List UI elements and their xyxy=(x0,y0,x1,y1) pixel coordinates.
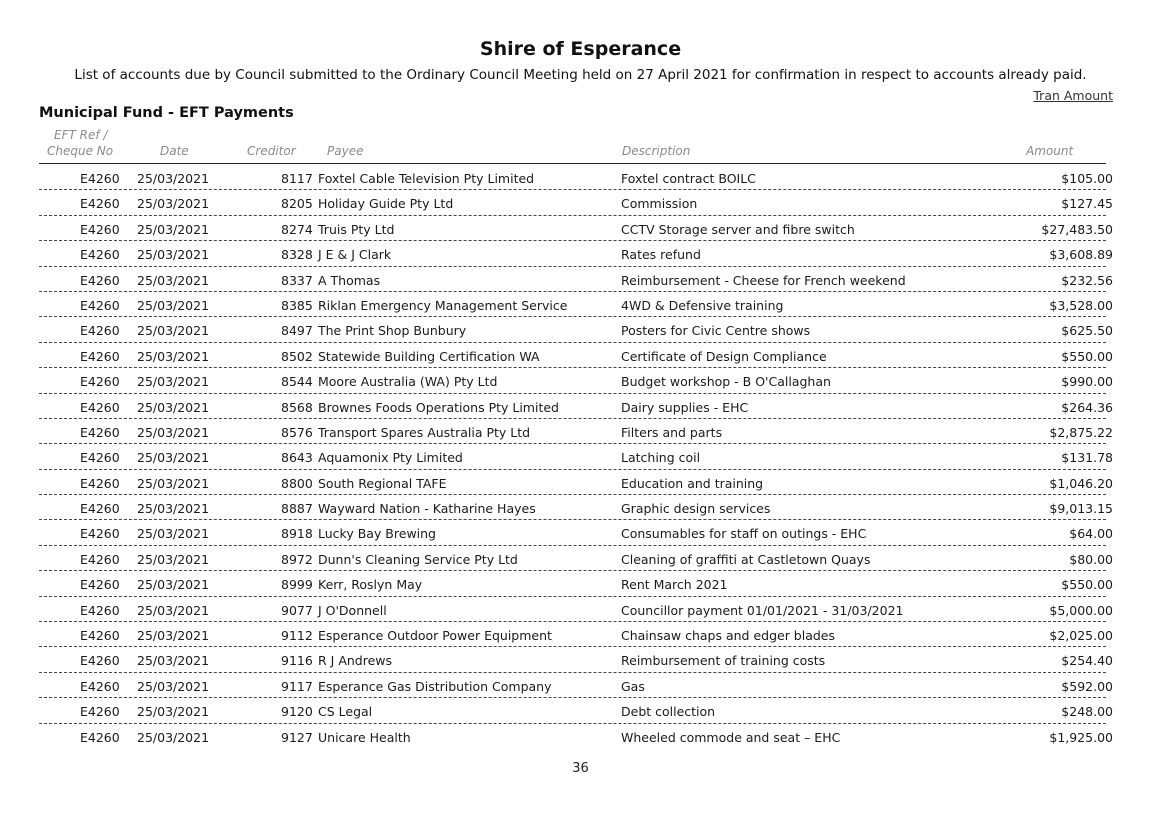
cell-ref: E4260 xyxy=(80,551,120,567)
cell-creditor: 9116 xyxy=(281,653,313,669)
cell-amount: $5,000.00 xyxy=(1049,602,1113,618)
cell-amount: $2,875.22 xyxy=(1049,424,1113,440)
cell-amount: $3,608.89 xyxy=(1049,247,1113,263)
cell-amount: $550.00 xyxy=(1061,348,1113,364)
cell-amount: $9,013.15 xyxy=(1049,501,1113,517)
cell-payee: A Thomas xyxy=(318,272,381,288)
cell-date: 25/03/2021 xyxy=(137,501,210,517)
cell-amount: $64.00 xyxy=(1069,526,1113,542)
cell-creditor: 8999 xyxy=(281,577,313,593)
cell-description: Dairy supplies - EHC xyxy=(621,399,749,415)
cell-description: Gas xyxy=(621,678,645,694)
cell-description: Reimbursement - Cheese for French weekend xyxy=(621,272,906,288)
table-row xyxy=(39,267,1113,292)
cell-ref: E4260 xyxy=(80,171,120,186)
cell-ref: E4260 xyxy=(80,704,120,720)
cell-ref: E4260 xyxy=(80,501,120,517)
cell-creditor: 8205 xyxy=(281,196,313,212)
cell-creditor: 8576 xyxy=(281,424,313,440)
cell-amount: $105.00 xyxy=(1061,171,1113,186)
cell-creditor: 8643 xyxy=(281,450,313,466)
column-header-ref-line1: EFT Ref / xyxy=(54,128,108,142)
table-row xyxy=(39,343,1113,368)
cell-creditor: 9112 xyxy=(281,628,313,644)
cell-ref: E4260 xyxy=(80,399,120,415)
cell-description: Reimbursement of training costs xyxy=(621,653,826,669)
cell-creditor: 9077 xyxy=(281,602,313,618)
cell-amount: $254.40 xyxy=(1061,653,1113,669)
cell-amount: $127.45 xyxy=(1061,196,1113,212)
cell-payee: Kerr, Roslyn May xyxy=(318,577,423,593)
cell-creditor: 8385 xyxy=(281,297,313,313)
cell-creditor: 8497 xyxy=(281,323,313,339)
cell-description: Certificate of Design Compliance xyxy=(621,348,827,364)
cell-ref: E4260 xyxy=(80,577,120,593)
cell-payee: J O'Donnell xyxy=(318,602,387,618)
cell-amount: $3,528.00 xyxy=(1049,297,1113,313)
cell-payee: Dunn's Cleaning Service Pty Ltd xyxy=(318,551,518,567)
table-row xyxy=(39,597,1113,622)
cell-description: Budget workshop - B O'Callaghan xyxy=(621,374,831,390)
cell-amount: $248.00 xyxy=(1061,704,1113,720)
cell-description: 4WD & Defensive training xyxy=(621,297,784,313)
cell-ref: E4260 xyxy=(80,272,120,288)
cell-description: Councillor payment 01/01/2021 - 31/03/2021 xyxy=(621,602,904,618)
cell-creditor: 9127 xyxy=(281,729,313,745)
cell-creditor: 8117 xyxy=(281,171,313,186)
cell-payee: Riklan Emergency Management Service xyxy=(318,297,568,313)
table-row xyxy=(39,368,1113,393)
cell-creditor: 9120 xyxy=(281,704,313,720)
cell-date: 25/03/2021 xyxy=(137,628,210,644)
cell-date: 25/03/2021 xyxy=(137,221,210,237)
cell-creditor: 8918 xyxy=(281,526,313,542)
table-row xyxy=(39,571,1113,596)
cell-date: 25/03/2021 xyxy=(137,678,210,694)
cell-payee: Lucky Bay Brewing xyxy=(318,526,436,542)
cell-date: 25/03/2021 xyxy=(137,323,210,339)
table-row xyxy=(39,647,1113,672)
cell-ref: E4260 xyxy=(80,323,120,339)
cell-creditor: 8568 xyxy=(281,399,313,415)
cell-date: 25/03/2021 xyxy=(137,374,210,390)
cell-ref: E4260 xyxy=(80,196,120,212)
cell-payee: Wayward Nation - Katharine Hayes xyxy=(318,501,536,517)
cell-description: Education and training xyxy=(621,475,764,491)
cell-description: Posters for Civic Centre shows xyxy=(621,323,811,339)
table-row xyxy=(39,165,1113,190)
cell-creditor: 8337 xyxy=(281,272,313,288)
cell-description: Cleaning of graffiti at Castletown Quays xyxy=(621,551,871,567)
cell-date: 25/03/2021 xyxy=(137,399,210,415)
cell-date: 25/03/2021 xyxy=(137,653,210,669)
cell-amount: $2,025.00 xyxy=(1049,628,1113,644)
cell-creditor: 8544 xyxy=(281,374,313,390)
table-row xyxy=(39,520,1113,545)
cell-ref: E4260 xyxy=(80,729,120,745)
cell-payee: Esperance Outdoor Power Equipment xyxy=(318,628,552,644)
cell-payee: Foxtel Cable Television Pty Limited xyxy=(318,171,535,186)
cell-amount: $27,483.50 xyxy=(1041,221,1113,237)
cell-date: 25/03/2021 xyxy=(137,196,210,212)
table-row xyxy=(39,241,1113,266)
cell-ref: E4260 xyxy=(80,526,120,542)
column-header-amount: Amount xyxy=(1026,144,1074,158)
table-row xyxy=(39,317,1113,342)
cell-payee: Aquamonix Pty Limited xyxy=(318,450,463,466)
cell-payee: J E & J Clark xyxy=(318,247,392,263)
table-row xyxy=(39,216,1113,241)
cell-date: 25/03/2021 xyxy=(137,450,210,466)
cell-description: Debt collection xyxy=(621,704,716,720)
cell-amount: $1,925.00 xyxy=(1049,729,1113,745)
page-title: Shire of Esperance xyxy=(479,38,682,60)
cell-amount: $131.78 xyxy=(1061,450,1113,466)
cell-amount: $592.00 xyxy=(1061,678,1113,694)
column-header-payee: Payee xyxy=(327,144,364,158)
cell-description: Graphic design services xyxy=(621,501,771,517)
payments-table xyxy=(0,165,1161,748)
cell-date: 25/03/2021 xyxy=(137,526,210,542)
cell-creditor: 8274 xyxy=(281,221,313,237)
cell-ref: E4260 xyxy=(80,247,120,263)
cell-payee: R J Andrews xyxy=(318,653,393,669)
cell-ref: E4260 xyxy=(80,348,120,364)
cell-ref: E4260 xyxy=(80,653,120,669)
cell-date: 25/03/2021 xyxy=(137,171,210,186)
cell-payee: Transport Spares Australia Pty Ltd xyxy=(318,424,531,440)
cell-amount: $550.00 xyxy=(1061,577,1113,593)
cell-date: 25/03/2021 xyxy=(137,297,210,313)
cell-payee: South Regional TAFE xyxy=(318,475,447,491)
cell-creditor: 9117 xyxy=(281,678,313,694)
table-row xyxy=(39,622,1113,647)
cell-description: Wheeled commode and seat – EHC xyxy=(621,729,841,745)
table-row xyxy=(39,292,1113,317)
cell-date: 25/03/2021 xyxy=(137,348,210,364)
cell-payee: Statewide Building Certification WA xyxy=(318,348,540,364)
cell-payee: Brownes Foods Operations Pty Limited xyxy=(318,399,559,415)
cell-date: 25/03/2021 xyxy=(137,475,210,491)
column-header-date: Date xyxy=(160,144,189,158)
cell-creditor: 8800 xyxy=(281,475,313,491)
cell-ref: E4260 xyxy=(80,374,120,390)
table-row xyxy=(39,673,1113,698)
cell-description: Latching coil xyxy=(621,450,701,466)
section-title: Municipal Fund - EFT Payments xyxy=(39,105,294,121)
cell-creditor: 8887 xyxy=(281,501,313,517)
cell-description: Filters and parts xyxy=(621,424,723,440)
column-header-ref-line2: Cheque No xyxy=(47,144,114,158)
cell-date: 25/03/2021 xyxy=(137,704,210,720)
table-row xyxy=(39,495,1113,520)
cell-payee: Unicare Health xyxy=(318,729,411,745)
cell-description: Commission xyxy=(621,196,698,212)
cell-description: Rates refund xyxy=(621,247,701,263)
cell-ref: E4260 xyxy=(80,297,120,313)
cell-payee: Truis Pty Ltd xyxy=(318,221,395,237)
tran-amount-label: Tran Amount xyxy=(1033,88,1113,103)
cell-description: CCTV Storage server and fibre switch xyxy=(621,221,855,237)
header-rule xyxy=(39,163,1106,164)
cell-date: 25/03/2021 xyxy=(137,577,210,593)
cell-date: 25/03/2021 xyxy=(137,729,210,745)
cell-amount: $264.36 xyxy=(1061,399,1113,415)
column-header-creditor: Creditor xyxy=(247,144,296,158)
cell-amount: $80.00 xyxy=(1069,551,1113,567)
cell-amount: $232.56 xyxy=(1061,272,1113,288)
table-row xyxy=(39,190,1113,215)
cell-ref: E4260 xyxy=(80,678,120,694)
table-row xyxy=(39,724,1113,748)
cell-ref: E4260 xyxy=(80,602,120,618)
cell-creditor: 8502 xyxy=(281,348,313,364)
cell-date: 25/03/2021 xyxy=(137,272,210,288)
cell-ref: E4260 xyxy=(80,628,120,644)
cell-description: Chainsaw chaps and edger blades xyxy=(621,628,836,644)
cell-date: 25/03/2021 xyxy=(137,247,210,263)
table-row xyxy=(39,470,1113,495)
cell-payee: Holiday Guide Pty Ltd xyxy=(318,196,454,212)
cell-ref: E4260 xyxy=(80,221,120,237)
page-number: 36 xyxy=(572,761,589,776)
cell-ref: E4260 xyxy=(80,450,120,466)
table-row xyxy=(39,546,1113,571)
cell-amount: $990.00 xyxy=(1061,374,1113,390)
table-row xyxy=(39,444,1113,469)
cell-description: Consumables for staff on outings - EHC xyxy=(621,526,867,542)
cell-date: 25/03/2021 xyxy=(137,424,210,440)
cell-creditor: 8972 xyxy=(281,551,313,567)
cell-amount: $625.50 xyxy=(1061,323,1113,339)
cell-date: 25/03/2021 xyxy=(137,602,210,618)
table-row xyxy=(39,419,1113,444)
cell-payee: The Print Shop Bunbury xyxy=(318,323,467,339)
page-subtitle: List of accounts due by Council submitted to the Ordinary Council Meeting held on 27 April 2021 for confirmation in respect to accounts already paid. xyxy=(74,67,1087,83)
cell-payee: Esperance Gas Distribution Company xyxy=(318,678,552,694)
column-header-description: Description xyxy=(622,144,691,158)
table-row xyxy=(39,698,1113,723)
cell-amount: $1,046.20 xyxy=(1049,475,1113,491)
cell-description: Foxtel contract BOILC xyxy=(621,171,756,186)
cell-description: Rent March 2021 xyxy=(621,577,728,593)
cell-creditor: 8328 xyxy=(281,247,313,263)
cell-date: 25/03/2021 xyxy=(137,551,210,567)
cell-ref: E4260 xyxy=(80,475,120,491)
cell-payee: CS Legal xyxy=(318,704,373,720)
cell-payee: Moore Australia (WA) Pty Ltd xyxy=(318,374,498,390)
cell-ref: E4260 xyxy=(80,424,120,440)
table-row xyxy=(39,394,1113,419)
